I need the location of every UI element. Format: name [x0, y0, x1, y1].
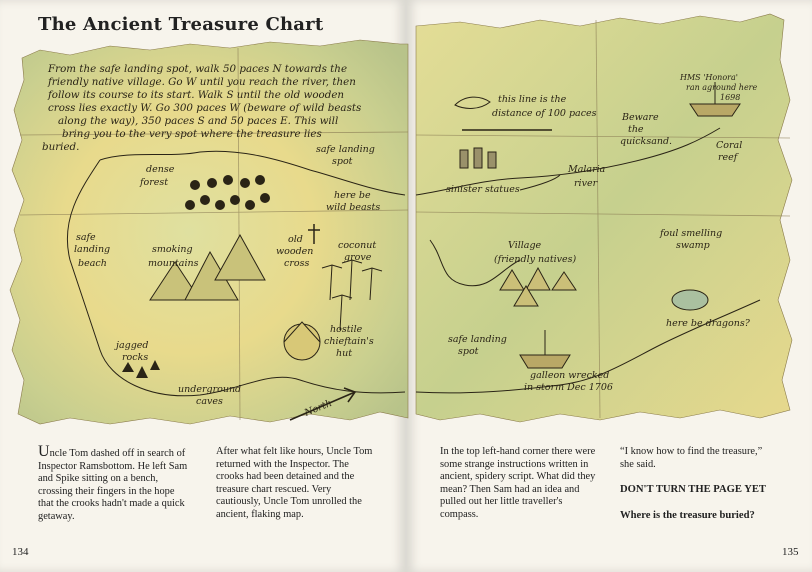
map-instructions: [42, 63, 361, 153]
svg-text:hostile: hostile: [330, 324, 363, 335]
svg-text:river: river: [574, 178, 598, 189]
svg-text:1698: 1698: [720, 93, 741, 102]
svg-text:safe landing: safe landing: [448, 334, 507, 345]
svg-text:spot: spot: [332, 156, 353, 167]
svg-text:North: North: [303, 397, 334, 419]
svg-text:From the safe landing spot, wa: From the safe landing spot, walk 50 paces N towards the: [48, 63, 348, 75]
svg-text:swamp: swamp: [676, 240, 710, 251]
svg-text:forest: forest: [140, 177, 169, 188]
svg-text:reef: reef: [718, 152, 738, 163]
story-paragraph-4: “I know how to find the treasure,” she said.: [620, 446, 763, 470]
instruction-heading: DON'T TURN THE PAGE YET: [620, 484, 766, 495]
svg-text:bring you to the very spot whe: bring you to the very spot where the treasure lies: [62, 128, 322, 140]
story-paragraph-2: After what felt like hours, Uncle Tom returned with the Inspector. The crooks had been detained and the treasure chart rescued. Very cautiously, Uncle Tom unrolled the ancient, flaking map.: [216, 446, 373, 520]
story-paragraph-1: [38, 443, 190, 524]
svg-text:coconut: coconut: [338, 240, 377, 251]
svg-text:here be dragons?: here be dragons?: [666, 318, 750, 329]
drop-cap: U: [38, 443, 50, 460]
svg-text:Beware: Beware: [622, 112, 659, 123]
svg-text:the: the: [628, 124, 644, 135]
svg-text:distance of 100 paces: distance of 100 paces: [492, 108, 597, 119]
svg-text:cross: cross: [284, 258, 310, 269]
svg-text:smoking: smoking: [152, 244, 193, 255]
svg-text:chieftain's: chieftain's: [324, 336, 374, 347]
svg-text:Coral: Coral: [716, 140, 743, 151]
svg-text:Village: Village: [508, 240, 542, 251]
svg-text:here be: here be: [334, 190, 371, 201]
svg-text:wooden: wooden: [276, 246, 314, 257]
svg-text:safe: safe: [76, 232, 96, 243]
svg-text:(friendly natives): (friendly natives): [494, 254, 577, 265]
svg-text:grove: grove: [344, 252, 372, 263]
svg-text:HMS 'Honora': HMS 'Honora': [680, 73, 738, 82]
svg-text:quicksand.: quicksand.: [620, 136, 673, 147]
svg-text:in storm Dec 1706: in storm Dec 1706: [524, 382, 613, 393]
svg-text:underground: underground: [178, 384, 242, 395]
svg-text:cross lies exactly W. Go 300 p: cross lies exactly W. Go 300 paces W (beware of wild beasts: [48, 102, 362, 114]
svg-text:rocks: rocks: [122, 352, 149, 363]
svg-text:safe landing: safe landing: [316, 144, 375, 155]
svg-text:wild beasts: wild beasts: [326, 202, 381, 213]
svg-text:beach: beach: [78, 258, 107, 269]
svg-text:dense: dense: [146, 164, 175, 175]
dragon-icon: [672, 290, 708, 310]
question: Where is the treasure buried?: [620, 510, 755, 521]
story-paragraph-1-text: ncle Tom dashed off in search of Inspector Ramsbottom. He left Sam and Spike sitting on a bench, crossing their fingers in the hope that the crooks hadn't made a quick getaway.: [38, 448, 188, 522]
svg-text:foul smelling: foul smelling: [660, 228, 723, 239]
svg-text:mountains: mountains: [148, 258, 199, 269]
svg-text:sinister statues: sinister statues: [446, 184, 520, 195]
page-number-right: 135: [782, 546, 799, 558]
svg-text:old: old: [288, 234, 303, 245]
svg-text:this line is the: this line is the: [498, 94, 567, 105]
page-title: The Ancient Treasure Chart: [38, 14, 324, 35]
svg-text:along the way), 350 paces S an: along the way), 350 paces S and 50 paces E. This will: [58, 115, 339, 127]
svg-text:spot: spot: [458, 346, 479, 357]
story-paragraph-3: In the top left-hand corner there were some strange instructions written in ancient, spidery script. What did they mean? Then Sam had an idea and pulled out her little traveller's compass.: [440, 446, 596, 520]
svg-text:Malaria: Malaria: [568, 164, 606, 175]
svg-text:friendly native village. Go W: friendly native village. Go W until you reach the river, then: [48, 76, 356, 88]
page-number-left: 134: [12, 546, 29, 558]
svg-text:landing: landing: [74, 244, 111, 255]
svg-text:buried.: buried.: [42, 141, 80, 153]
svg-text:hut: hut: [336, 348, 353, 359]
svg-text:galleon wrecked: galleon wrecked: [530, 370, 610, 381]
svg-text:jagged: jagged: [116, 340, 149, 351]
svg-text:caves: caves: [196, 396, 223, 407]
svg-text:ran aground here: ran aground here: [686, 83, 758, 92]
svg-text:follow its course to its start: follow its course to its start. Walk S until the old wooden: [48, 89, 345, 101]
